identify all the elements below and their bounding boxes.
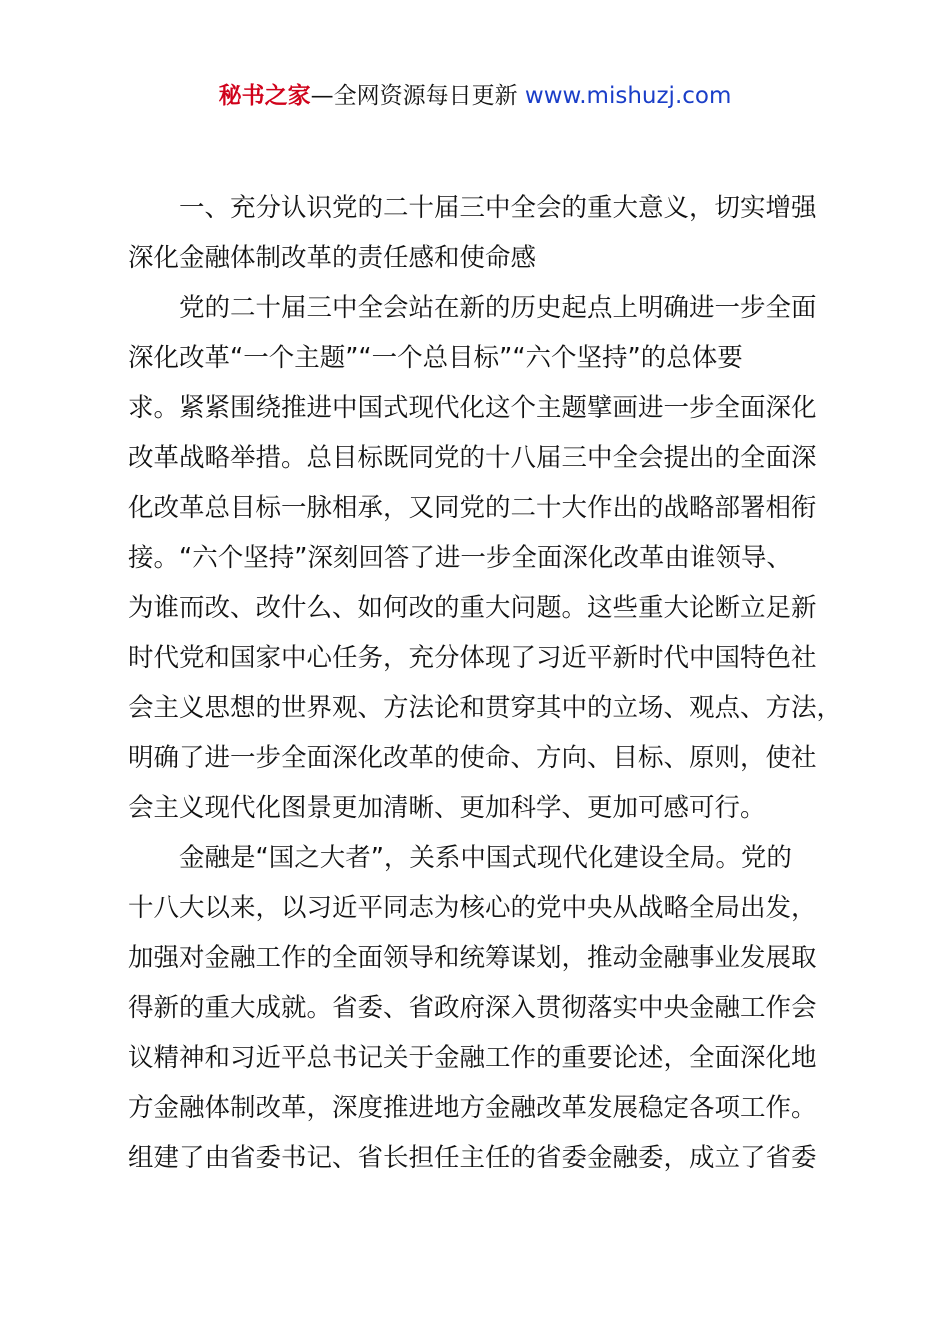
paragraph-line: 议精神和习近平总书记关于金融工作的重要论述，全面深化地 (128, 1043, 817, 1073)
paragraph-line: 求。紧紧围绕推进中国式现代化这个主题擘画进一步全面深化 (128, 393, 817, 423)
paragraph-line: 时代党和国家中心任务，充分体现了习近平新时代中国特色社 (128, 643, 817, 673)
paragraph-line: 改革战略举措。总目标既同党的十八届三中全会提出的全面深 (128, 443, 817, 473)
paragraph-line: 明确了进一步全面深化改革的使命、方向、目标、原则，使社 (128, 743, 817, 773)
paragraph-line: 化改革总目标一脉相承，又同党的二十大作出的战略部署相衔 (128, 493, 817, 523)
header-tagline: 全网资源每日更新 (333, 83, 518, 109)
site-url-link[interactable]: www.mishuzj.com (524, 83, 732, 109)
paragraph-line: 十八大以来，以习近平同志为核心的党中央从战略全局出发， (128, 893, 817, 923)
paragraph-line: 加强对金融工作的全面领导和统筹谋划，推动金融事业发展取 (128, 943, 817, 973)
document-body (128, 183, 843, 1183)
paragraph-line: 方金融体制改革，深度推进地方金融改革发展稳定各项工作。 (128, 1093, 817, 1123)
header-dash: — (310, 83, 334, 109)
paragraph-line: 组建了由省委书记、省长担任主任的省委金融委，成立了省委 (128, 1143, 817, 1173)
paragraph-line: 得新的重大成就。省委、省政府深入贯彻落实中央金融工作会 (128, 993, 817, 1023)
paragraph-line: 深化改革“一个主题”“一个总目标”“六个坚持”的总体要 (128, 343, 743, 373)
site-header (0, 80, 950, 112)
paragraph-line: 会主义现代化图景更加清晰、更加科学、更加可感可行。 (128, 793, 766, 823)
paragraph-line: 接。“六个坚持”深刻回答了进一步全面深化改革由谁领导、 (128, 543, 792, 573)
paragraph-line: 为谁而改、改什么、如何改的重大问题。这些重大论断立足新 (128, 593, 817, 623)
paragraph-line: 会主义思想的世界观、方法论和贯穿其中的立场、观点、方法， (128, 693, 843, 723)
brand-name: 秘书之家 (218, 83, 311, 109)
section-heading-line: 一、充分认识党的二十届三中全会的重大意义，切实增强 (179, 193, 817, 223)
paragraph-line: 党的二十届三中全会站在新的历史起点上明确进一步全面 (179, 293, 817, 323)
paragraph-line: 金融是“国之大者”，关系中国式现代化建设全局。党的 (179, 843, 792, 873)
section-heading-line: 深化金融体制改革的责任感和使命感 (128, 243, 537, 273)
